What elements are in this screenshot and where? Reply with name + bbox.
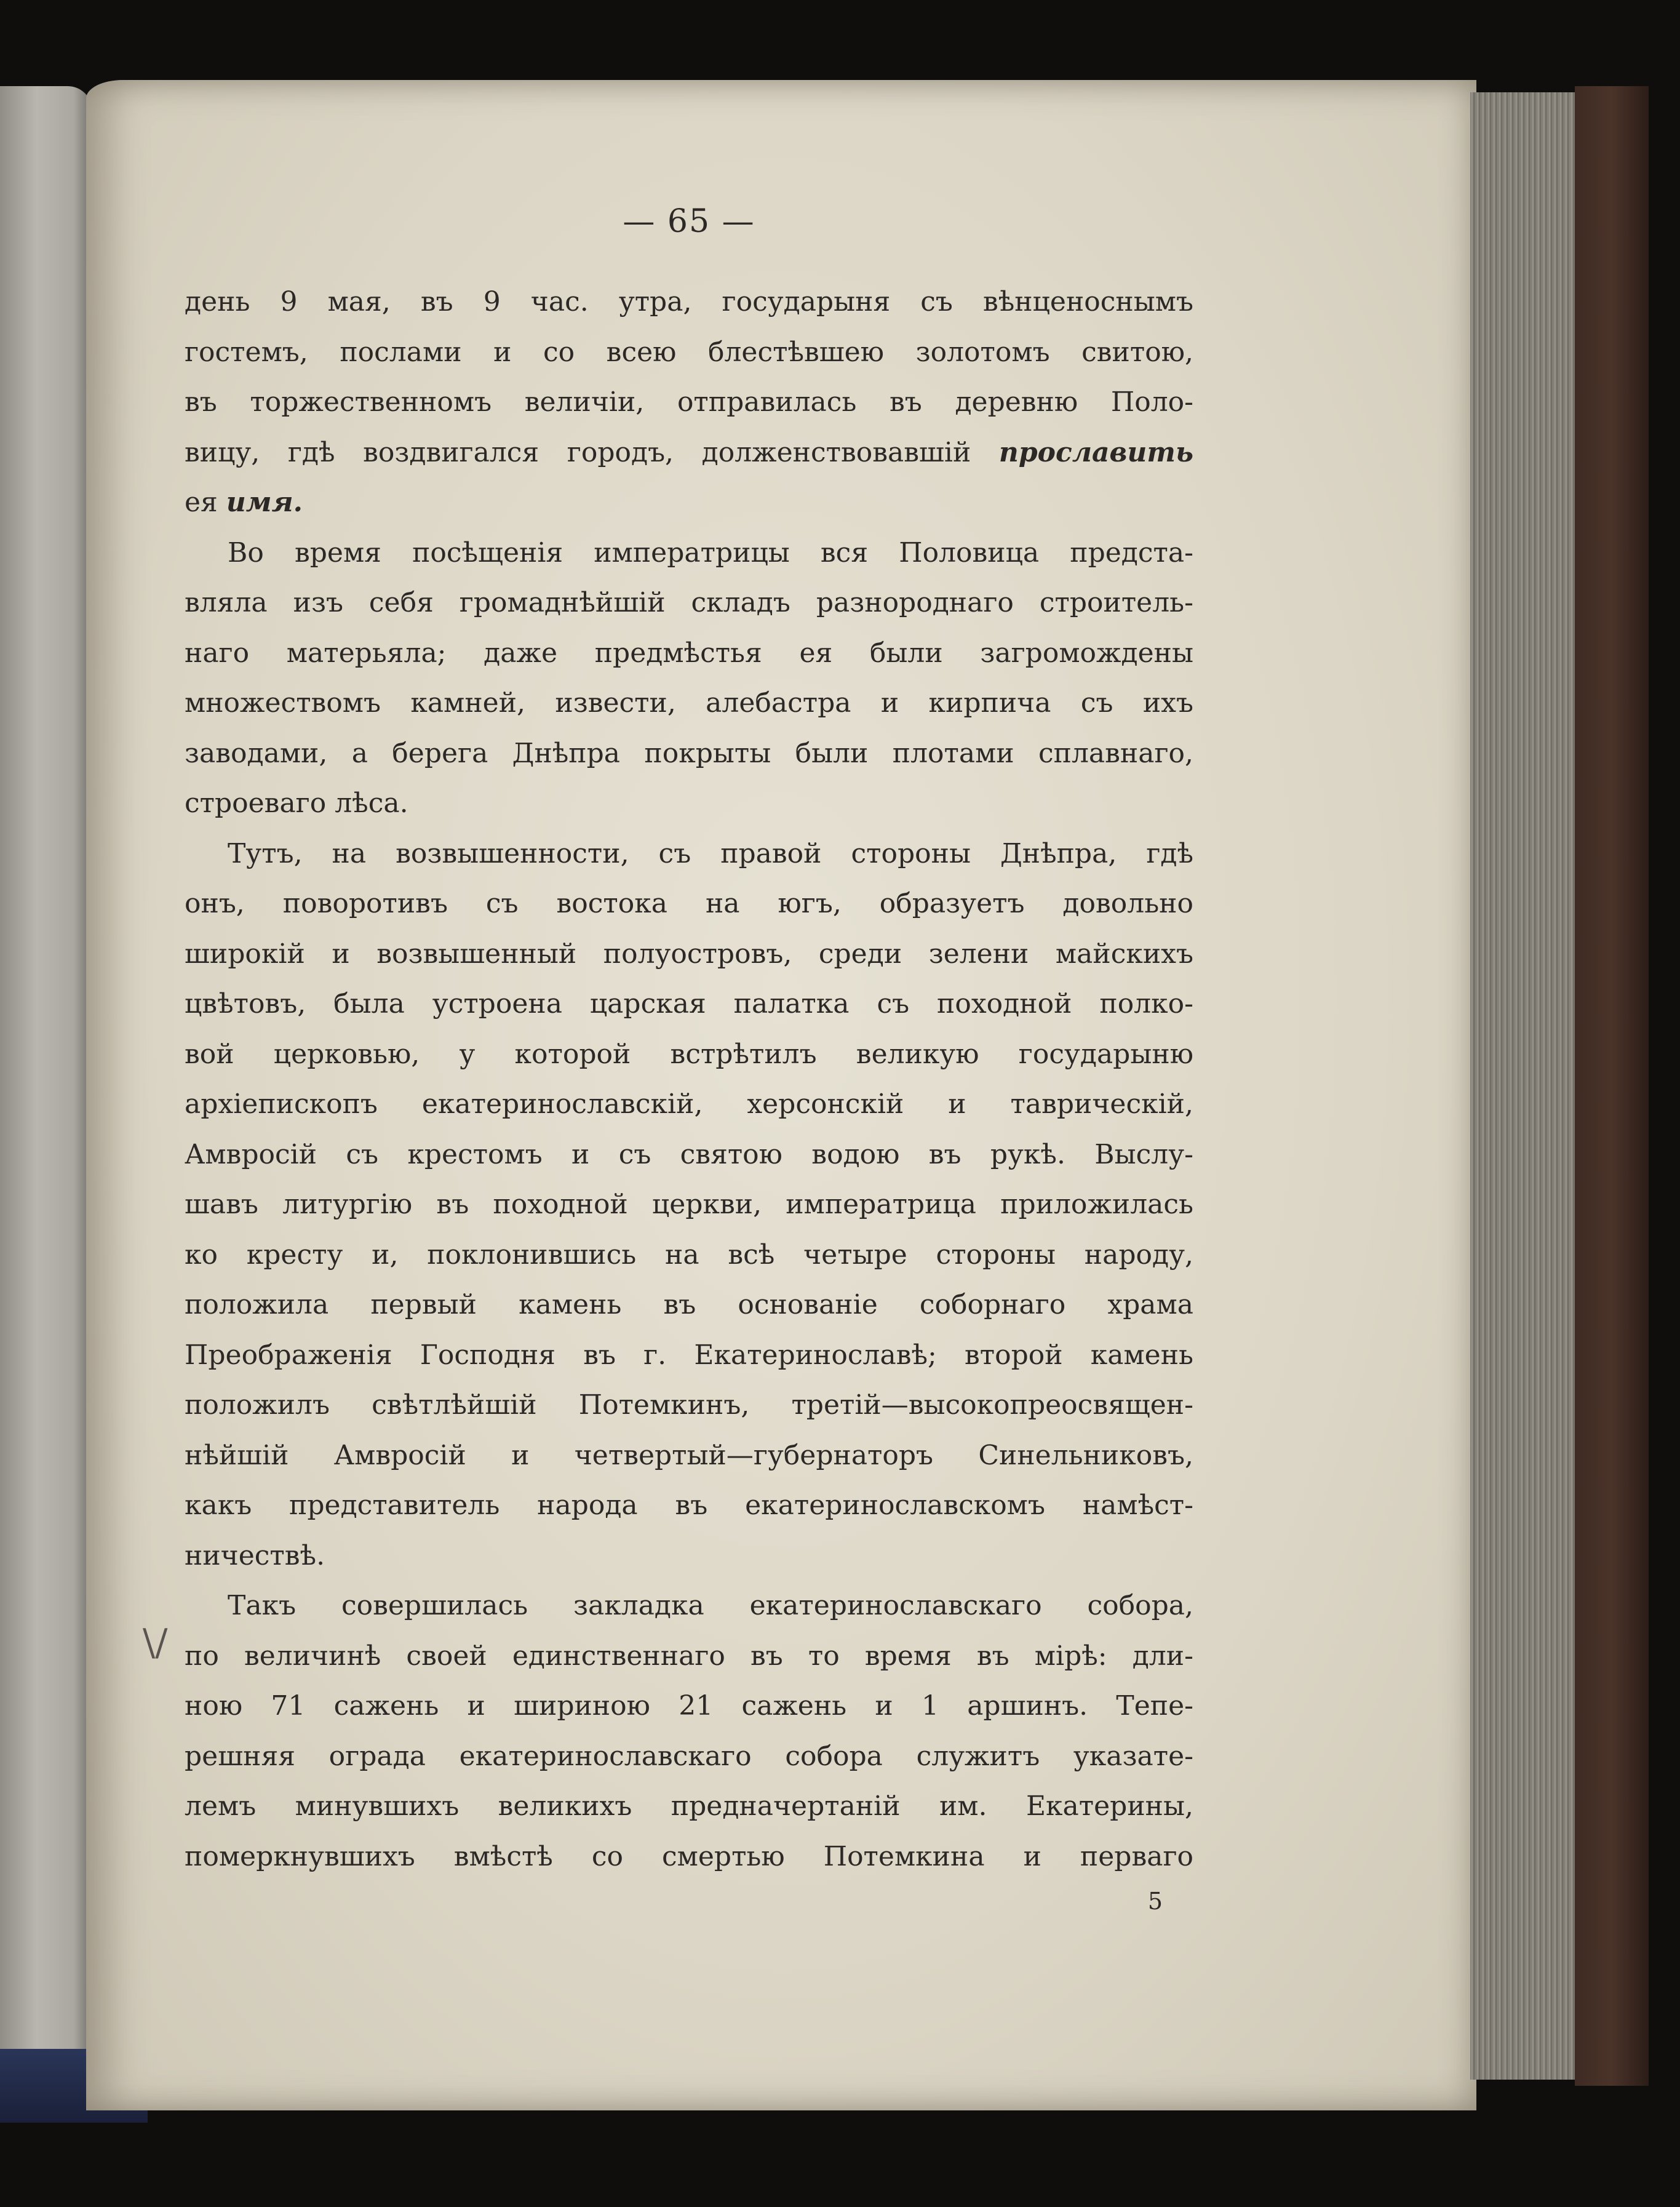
- text-line: день 9 мая, въ 9 час. утра, государыня съ вѣнценоснымъ: [185, 286, 1193, 317]
- text-line: ничествѣ.: [185, 1539, 325, 1571]
- text-line: шавъ литургію въ походной церкви, императрица приложилась: [185, 1189, 1193, 1220]
- text-line: ною 71 сажень и шириною 21 сажень и 1 аршинъ. Тепе-: [185, 1690, 1193, 1722]
- text-line: въ торжественномъ величіи, отправилась въ деревню Поло-: [185, 386, 1193, 418]
- text-line: вой церковью, у которой встрѣтилъ великую государыню: [185, 1038, 1193, 1070]
- text-block: [185, 203, 1193, 1915]
- signature-mark: 5: [1147, 1888, 1163, 1915]
- text-line: заводами, а берега Днѣпра покрыты были плотами сплавнаго,: [185, 737, 1193, 769]
- text-line: гостемъ, послами и со всею блестѣвшею золотомъ свитою,: [185, 336, 1193, 368]
- text-line: лемъ минувшихъ великихъ предначертаній им. Екатерины,: [185, 1790, 1193, 1822]
- text-line: множествомъ камней, извести, алебастра и кирпича съ ихъ: [185, 687, 1193, 719]
- text-line: цвѣтовъ, была устроена царская палатка съ походной полко-: [185, 988, 1193, 1020]
- text-line: широкій и возвышенный полуостровъ, среди зелени майскихъ: [185, 938, 1193, 970]
- left-page-edge: [0, 86, 92, 2080]
- page-header: — 65 —: [623, 203, 755, 240]
- text-line: строеваго лѣса.: [185, 788, 408, 819]
- text-line: положилъ свѣтлѣйшій Потемкинъ, третій—высокопреосвящен-: [185, 1389, 1193, 1421]
- text-line: Такъ совершилась закладка екатеринославскаго собора,: [228, 1590, 1193, 1621]
- text-line: Во время посѣщенія императрицы вся Половица предста-: [228, 537, 1193, 569]
- italic-word: имя.: [226, 487, 303, 518]
- paragraph-4: [185, 1581, 1193, 1882]
- text-line: померкнувшихъ вмѣстѣ со смертью Потемкина и перваго: [185, 1840, 1193, 1872]
- text-line: онъ, поворотивъ съ востока на югъ, образуетъ довольно: [185, 888, 1193, 919]
- page-block-edges: [1470, 92, 1581, 2080]
- text-line: положила первый камень въ основаніе соборнаго храма: [185, 1289, 1193, 1320]
- text-line: Амвросій съ крестомъ и съ святою водою въ рукѣ. Выслу-: [185, 1138, 1193, 1170]
- back-cover: [1575, 86, 1649, 2086]
- text-line: по величинѣ своей единственнаго въ то время въ мірѣ: дли-: [185, 1640, 1193, 1672]
- text-line: вицу, гдѣ воздвигался городъ, долженствовавшій прославить: [185, 436, 1193, 468]
- text-line: нѣйшій Амвросій и четвертый—губернаторъ Синельниковъ,: [185, 1439, 1193, 1471]
- margin-annotation: \/: [143, 1621, 168, 1664]
- paragraph-2: [185, 528, 1193, 829]
- text-line: Тутъ, на возвышенности, съ правой стороны Днѣпра, гдѣ: [228, 837, 1193, 869]
- text-line: какъ представитель народа въ екатеринославскомъ намѣст-: [185, 1490, 1193, 1521]
- paragraph-3: [185, 829, 1193, 1581]
- italic-word: прославить: [998, 436, 1193, 468]
- text-line: ко кресту и, поклонившись на всѣ четыре стороны народу,: [185, 1239, 1193, 1271]
- text-line: Преображенія Господня въ г. Екатеринославѣ; второй камень: [185, 1339, 1193, 1371]
- text-line: решняя ограда екатеринославскаго собора служитъ указате-: [185, 1740, 1193, 1772]
- text-line: вляла изъ себя громаднѣйшій складъ разнороднаго строитель-: [185, 587, 1193, 618]
- paragraph-1: [185, 277, 1193, 528]
- text-line: ея имя.: [185, 487, 303, 518]
- text-line: наго матерьяла; даже предмѣстья ея были загромождены: [185, 637, 1193, 669]
- text-line: архіепископъ екатеринославскій, херсонскій и таврическій,: [185, 1088, 1193, 1120]
